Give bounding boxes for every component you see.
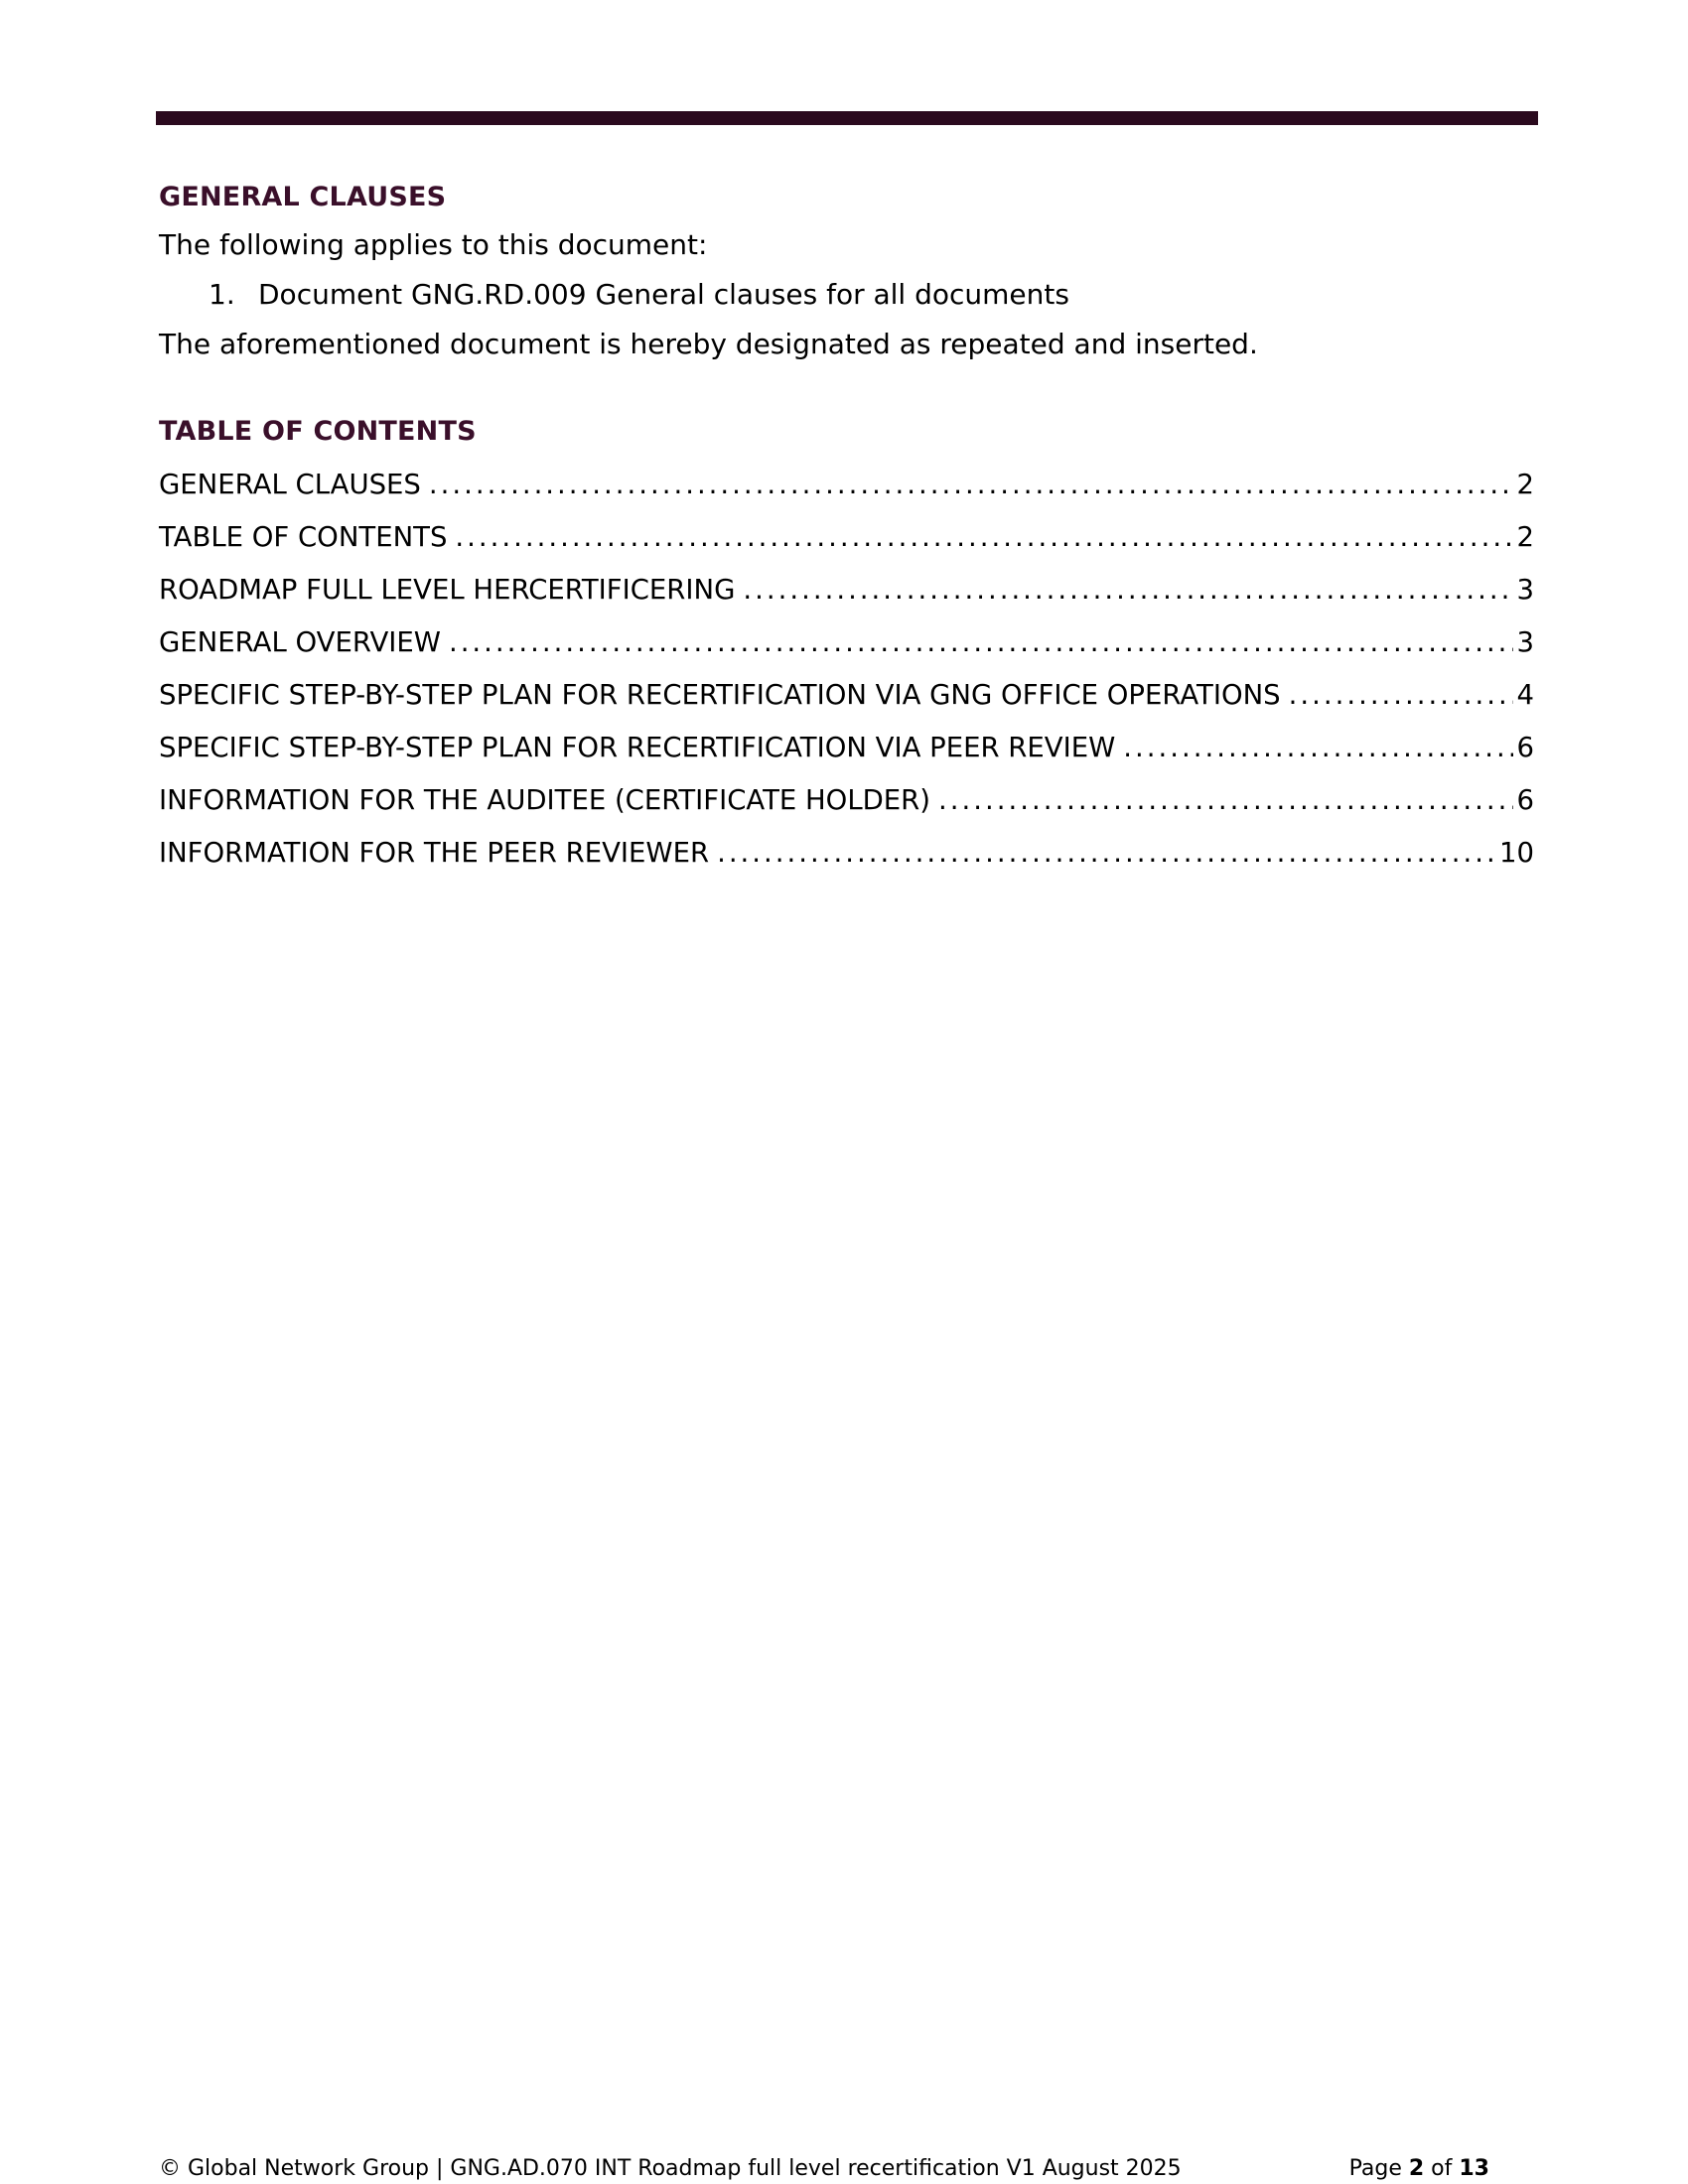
toc-dot-leader bbox=[717, 827, 1495, 880]
toc-dot-leader bbox=[938, 774, 1512, 827]
general-clauses-closing: The aforementioned document is hereby designated as repeated and inserted. bbox=[159, 328, 1258, 360]
toc-entry-title[interactable]: ROADMAP FULL LEVEL HERCERTIFICERING bbox=[159, 574, 736, 606]
toc-entry-general-overview[interactable] bbox=[159, 616, 1534, 669]
page-content bbox=[159, 175, 1534, 880]
toc-dot-leader bbox=[743, 564, 1512, 616]
toc-dot-leader bbox=[1289, 669, 1513, 722]
toc-entry-gng-office-plan[interactable] bbox=[159, 669, 1534, 722]
toc-entry-general-clauses[interactable] bbox=[159, 459, 1534, 511]
toc-dot-leader bbox=[449, 616, 1513, 669]
list-item bbox=[159, 270, 1534, 320]
general-clauses-heading: GENERAL CLAUSES bbox=[159, 182, 447, 212]
toc-entry-peer-review-plan[interactable] bbox=[159, 722, 1534, 774]
page-footer bbox=[159, 2154, 1489, 2184]
general-clauses-intro: The following applies to this document: bbox=[159, 228, 708, 261]
toc-dot-leader bbox=[429, 459, 1513, 511]
footer-page-prefix: Page bbox=[1348, 2156, 1409, 2181]
toc-entry-title[interactable]: SPECIFIC STEP-BY-STEP PLAN FOR RECERTIFICATION VIA GNG OFFICE OPERATIONS bbox=[159, 679, 1281, 711]
general-clauses-list bbox=[159, 270, 1534, 320]
toc-entry-page[interactable]: 2 bbox=[1516, 521, 1534, 553]
footer-page-current: 2 bbox=[1408, 2156, 1425, 2181]
top-rule bbox=[156, 111, 1538, 125]
toc-entry-title[interactable]: GENERAL CLAUSES bbox=[159, 469, 421, 500]
toc-entry-page[interactable]: 6 bbox=[1516, 732, 1534, 763]
toc-entry-page[interactable]: 2 bbox=[1516, 469, 1534, 500]
toc-dot-leader bbox=[1123, 722, 1512, 774]
toc-entry-title[interactable]: INFORMATION FOR THE PEER REVIEWER bbox=[159, 837, 710, 869]
toc-entry-page[interactable]: 4 bbox=[1516, 679, 1534, 711]
list-item-text: Document GNG.RD.009 General clauses for all documents bbox=[258, 278, 1069, 311]
toc-entry-page[interactable]: 3 bbox=[1516, 574, 1534, 606]
toc-entry-page[interactable]: 10 bbox=[1499, 837, 1534, 869]
toc-list bbox=[159, 459, 1534, 880]
toc-entry-title[interactable]: INFORMATION FOR THE AUDITEE (CERTIFICATE HOLDER) bbox=[159, 784, 931, 816]
toc-entry-page[interactable]: 6 bbox=[1516, 784, 1534, 816]
footer-page-total: 13 bbox=[1459, 2156, 1489, 2181]
footer-copyright: © Global Network Group | GNG.AD.070 INT Roadmap full level recertification V1 August 2025 bbox=[159, 2156, 1182, 2181]
footer-page-sep: of bbox=[1424, 2156, 1460, 2181]
list-item-number: 1. bbox=[209, 278, 235, 311]
toc-entry-title[interactable]: SPECIFIC STEP-BY-STEP PLAN FOR RECERTIFICATION VIA PEER REVIEW bbox=[159, 732, 1116, 763]
toc-heading: TABLE OF CONTENTS bbox=[159, 416, 477, 447]
toc-dot-leader bbox=[455, 511, 1512, 564]
section-spacer bbox=[159, 369, 1534, 409]
toc-entry-peer-reviewer-info[interactable] bbox=[159, 827, 1534, 880]
toc-entry-roadmap[interactable] bbox=[159, 564, 1534, 616]
toc-entry-title[interactable]: GENERAL OVERVIEW bbox=[159, 626, 441, 658]
footer-page-number bbox=[1349, 2154, 1489, 2184]
toc-entry-page[interactable]: 3 bbox=[1516, 626, 1534, 658]
toc-entry-title[interactable]: TABLE OF CONTENTS bbox=[159, 521, 448, 553]
toc-entry-auditee-info[interactable] bbox=[159, 774, 1534, 827]
toc-entry-table-of-contents[interactable] bbox=[159, 511, 1534, 564]
